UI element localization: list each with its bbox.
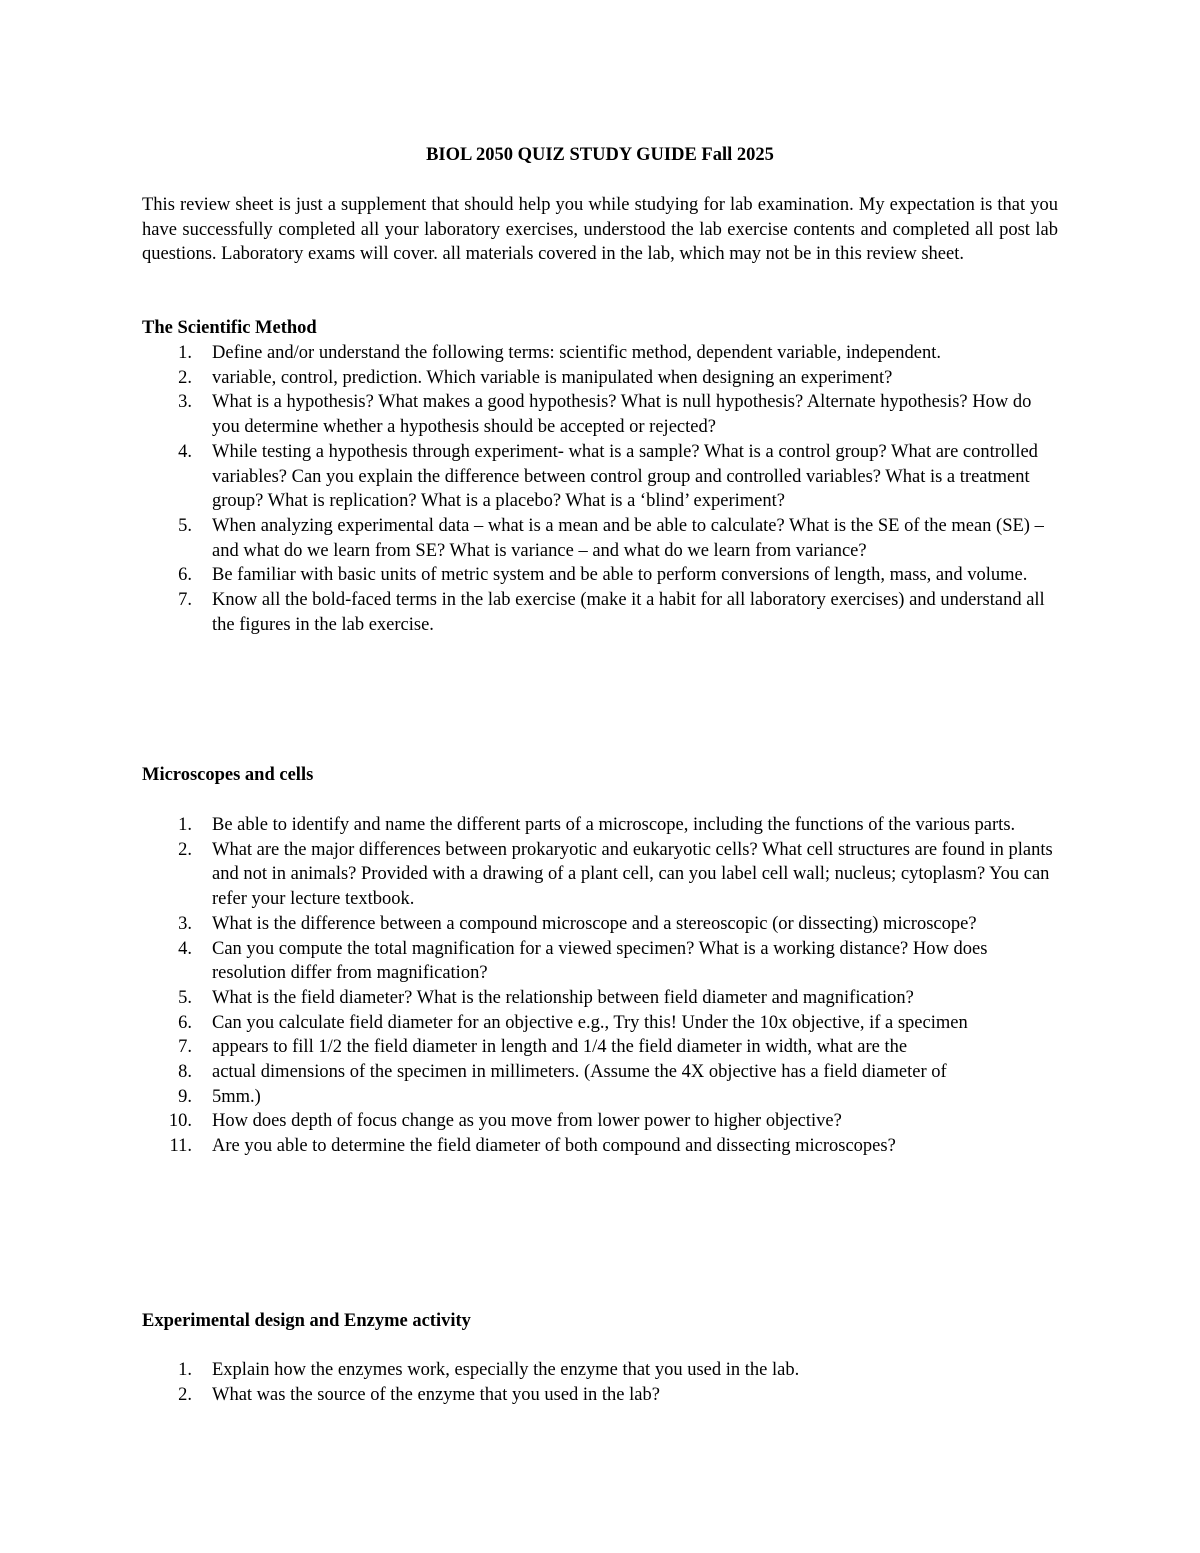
list-item <box>142 1060 1062 1085</box>
list-item-text: Be able to identify and name the different parts of a microscope, including the functions of the various parts. <box>212 815 1016 835</box>
list-item-text: Are you able to determine the field diameter of both compound and dissecting microscopes? <box>212 1136 896 1157</box>
list-item <box>142 390 1062 439</box>
list-item <box>142 912 1062 937</box>
section-heading-enzyme-activity: Experimental design and Enzyme activity <box>142 1311 471 1331</box>
list-item <box>142 440 1062 514</box>
list-item-text: What is the field diameter? What is the relationship between field diameter and magnification? <box>212 987 914 1008</box>
list-item-text: What is a hypothesis? What makes a good hypothesis? What is null hypothesis? Alternate hypothesis? How do you determine whether a hypothesis should be accepted or rejected? <box>212 392 1032 438</box>
list-item-number: 6. <box>178 565 192 586</box>
list-item-number: 8. <box>178 1062 192 1083</box>
list-item-number: 2. <box>178 1384 192 1405</box>
list-item <box>142 1085 1062 1110</box>
list-item-text: 5mm.) <box>212 1086 261 1107</box>
question-list-scientific-method <box>142 341 1062 637</box>
list-item-number: 4. <box>178 441 192 462</box>
list-item-text: What is the difference between a compound microscope and a stereoscopic (or dissecting) microscope? <box>212 913 977 934</box>
list-item-number: 5. <box>178 987 192 1008</box>
list-item <box>142 1358 1062 1383</box>
list-item-text: What are the major differences between prokaryotic and eukaryotic cells? What cell structures are found in plants and not in animals? Provided with a drawing of a plant cell, can you label cell wall; nucleus; cytoplasm? You can refer your lecture textbook. <box>212 839 1053 910</box>
list-item <box>142 1134 1062 1159</box>
list-item-number: 11. <box>169 1136 192 1157</box>
list-item <box>142 1035 1062 1060</box>
list-item-number: 7. <box>178 1037 192 1058</box>
list-item <box>142 1109 1062 1134</box>
list-item-text: Be familiar with basic units of metric system and be able to perform conversions of length, mass, and volume. <box>212 565 1028 586</box>
list-item-number: 4. <box>178 938 192 959</box>
page-title: BIOL 2050 QUIZ STUDY GUIDE Fall 2025 <box>426 145 774 165</box>
list-item <box>142 588 1062 637</box>
list-item-text: Know all the bold-faced terms in the lab exercise (make it a habit for all laboratory exercises) and understand all the figures in the lab exercise. <box>212 590 1045 635</box>
list-item-number: 1. <box>178 1360 192 1380</box>
list-item-number: 1. <box>178 815 192 835</box>
list-item-number: 7. <box>178 590 192 611</box>
question-list-microscopes <box>142 813 1062 1159</box>
list-item <box>142 986 1062 1011</box>
list-item-text: Define and/or understand the following terms: scientific method, dependent variable, independent. <box>212 343 941 363</box>
list-item-number: 10. <box>168 1111 192 1132</box>
list-item-number: 2. <box>178 367 192 388</box>
list-item-number: 3. <box>178 913 192 934</box>
list-item-text: variable, control, prediction. Which variable is manipulated when designing an experiment? <box>212 367 893 388</box>
list-item-text: What was the source of the enzyme that you used in the lab? <box>212 1384 660 1405</box>
list-item-text: appears to fill 1/2 the field diameter in length and 1/4 the field diameter in width, what are the <box>212 1037 908 1058</box>
list-item-text: Can you calculate field diameter for an objective e.g., Try this! Under the 10x objective, if a specimen <box>212 1012 968 1033</box>
list-item <box>142 813 1062 838</box>
section-heading-microscopes: Microscopes and cells <box>142 765 314 785</box>
list-item-text: Explain how the enzymes work, especially the enzyme that you used in the lab. <box>212 1360 800 1380</box>
list-item-number: 5. <box>178 515 192 536</box>
list-item <box>142 563 1062 588</box>
list-item-text: When analyzing experimental data – what is a mean and be able to calculate? What is the SE of the mean (SE) – and what do we learn from SE? What is variance – and what do we learn from variance? <box>212 515 1044 561</box>
list-item-number: 6. <box>178 1012 192 1033</box>
list-item-text: How does depth of focus change as you move from lower power to higher objective? <box>212 1111 842 1132</box>
list-item <box>142 937 1062 986</box>
list-item <box>142 341 1062 366</box>
list-item-number: 2. <box>178 839 192 860</box>
list-item <box>142 838 1062 912</box>
list-item-number: 9. <box>178 1086 192 1107</box>
list-item-text: While testing a hypothesis through experiment- what is a sample? What is a control group? What are controlled variables? Can you explain the difference between control group and controlled variables? What is a treatment group? What is replication? What is a placebo? What is a ‘blind’ experiment? <box>212 441 1038 512</box>
section-heading-scientific-method: The Scientific Method <box>142 318 317 338</box>
list-item <box>142 514 1062 563</box>
intro-paragraph: This review sheet is just a supplement that should help you while studying for lab examination. My expectation is that you have successfully completed all your laboratory exercises, understood the lab exercise contents and completed all post lab questions. Laboratory exams will cover. all materials covered in the lab, which may not be in this review sheet. <box>142 195 1058 265</box>
question-list-enzyme-activity <box>142 1358 1062 1407</box>
list-item <box>142 366 1062 391</box>
list-item-number: 3. <box>178 392 192 413</box>
list-item <box>142 1383 1062 1408</box>
list-item-text: Can you compute the total magnification for a viewed specimen? What is a working distance? How does resolution differ from magnification? <box>212 938 988 984</box>
list-item <box>142 1011 1062 1036</box>
list-item-text: actual dimensions of the specimen in millimeters. (Assume the 4X objective has a field diameter of <box>212 1062 947 1083</box>
list-item-number: 1. <box>178 343 192 363</box>
